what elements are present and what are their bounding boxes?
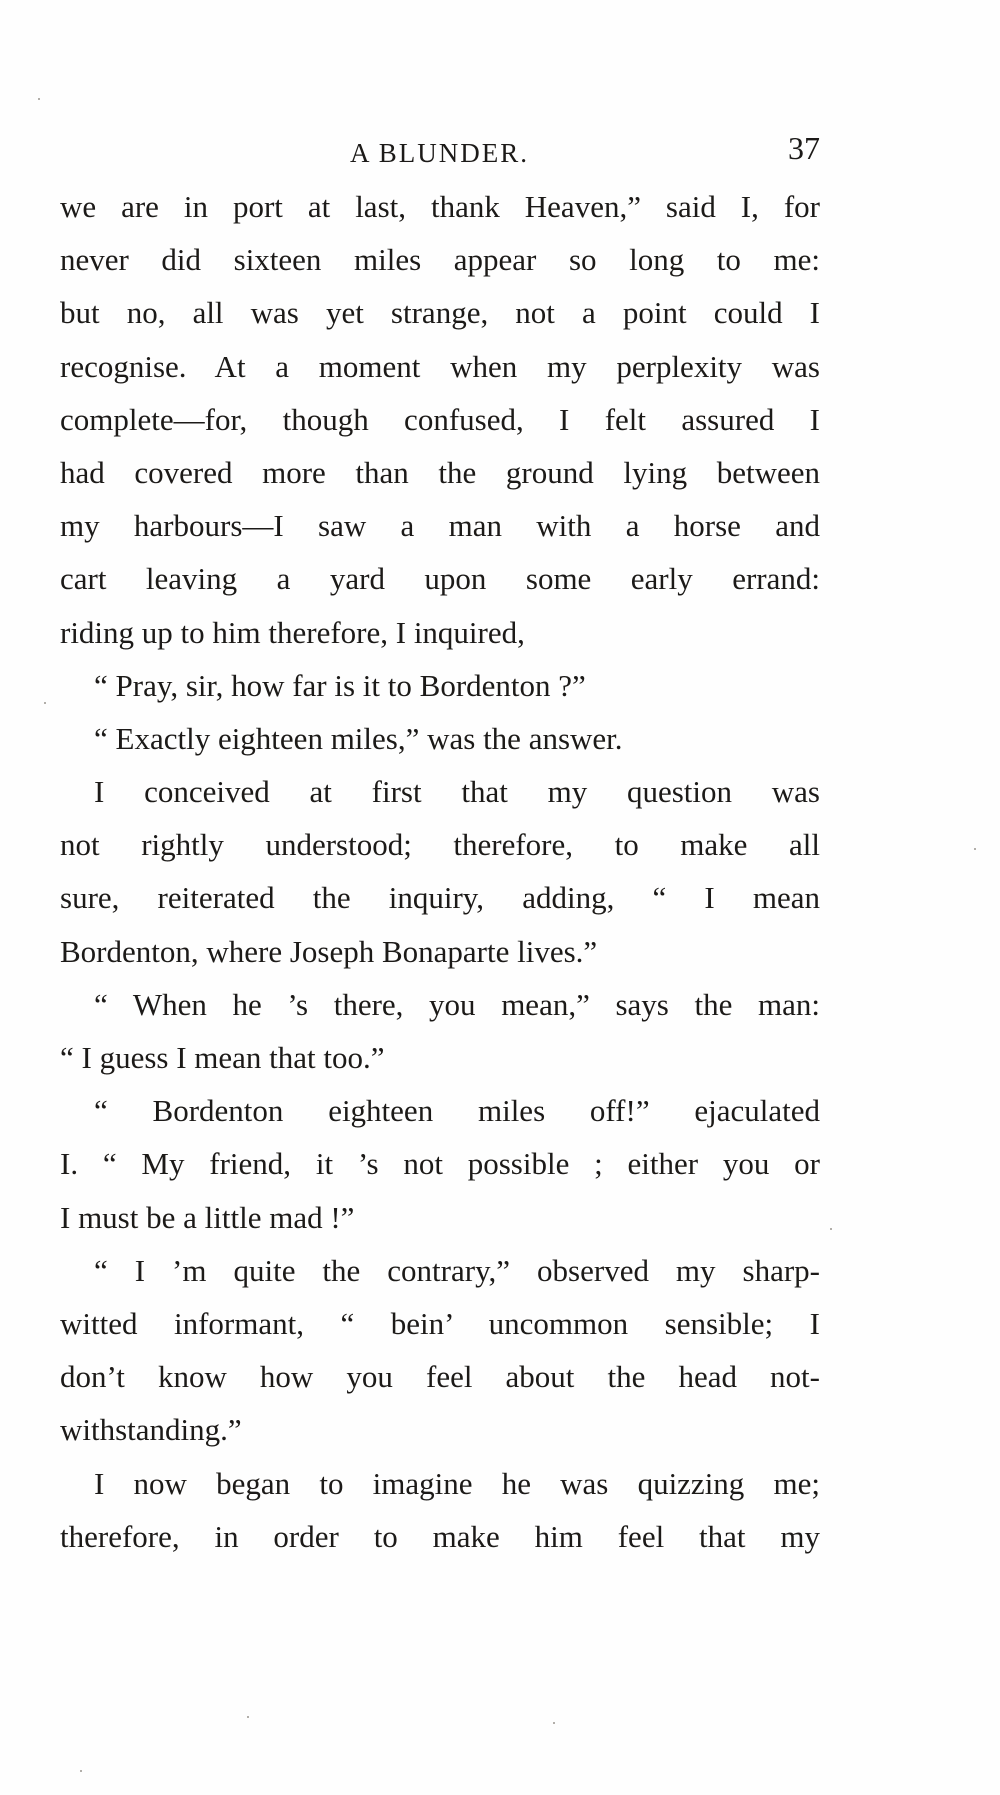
- text-line: but no, all was yet strange, not a point could I: [60, 295, 820, 331]
- running-head: [60, 130, 820, 170]
- paper-speck: [38, 98, 40, 100]
- paper-speck: [553, 1722, 555, 1724]
- text-line: “ Bordenton eighteen miles off!” ejaculated: [94, 1093, 820, 1129]
- text-line: not rightly understood; therefore, to make all: [60, 827, 820, 863]
- text-line: withstanding.”: [60, 1412, 242, 1448]
- text-line: never did sixteen miles appear so long to me:: [60, 242, 820, 278]
- text-line: “ I ’m quite the contrary,” observed my sharp-: [94, 1252, 820, 1288]
- paper-speck: [974, 848, 976, 850]
- text-line: don’t know how you feel about the head not-: [60, 1359, 820, 1395]
- text-line: “ When he ’s there, you mean,” says the man:: [94, 986, 820, 1022]
- paper-speck: [247, 1716, 249, 1718]
- page-number: 37: [788, 130, 820, 166]
- text-line: I conceived at first that my question was: [94, 774, 820, 810]
- text-line: I must be a little mad !”: [60, 1199, 355, 1235]
- text-line: my harbours—I saw a man with a horse and: [60, 508, 820, 544]
- text-line: “ I guess I mean that too.”: [60, 1040, 385, 1075]
- text-line: witted informant, “ bein’ uncommon sensible; I: [60, 1305, 820, 1341]
- text-line: sure, reiterated the inquiry, adding, “ I mean: [60, 880, 820, 916]
- text-line: I. “ My friend, it ’s not possible ; either you or: [60, 1146, 820, 1182]
- paper-speck: [80, 1770, 82, 1772]
- paper-speck: [830, 1228, 832, 1230]
- paper-speck: [44, 702, 46, 704]
- text-line: “ Exactly eighteen miles,” was the answer.: [94, 720, 623, 756]
- text-line: I now began to imagine he was quizzing me;: [94, 1465, 820, 1501]
- text-line: riding up to him therefore, I inquired,: [60, 614, 525, 650]
- text-line: complete—for, though confused, I felt assured I: [60, 401, 820, 437]
- text-line: Bordenton, where Joseph Bonaparte lives.”: [60, 933, 598, 969]
- text-line: “ Pray, sir, how far is it to Bordenton ?”: [94, 667, 586, 703]
- running-title: A BLUNDER.: [350, 138, 530, 168]
- text-line: recognise. At a moment when my perplexity was: [60, 348, 820, 384]
- text-line: we are in port at last, thank Heaven,” said I, for: [60, 189, 820, 224]
- text-line: had covered more than the ground lying between: [60, 454, 820, 490]
- text-line: therefore, in order to make him feel that my: [60, 1518, 820, 1554]
- body-text: [60, 180, 820, 1563]
- text-line: cart leaving a yard upon some early errand:: [60, 561, 820, 597]
